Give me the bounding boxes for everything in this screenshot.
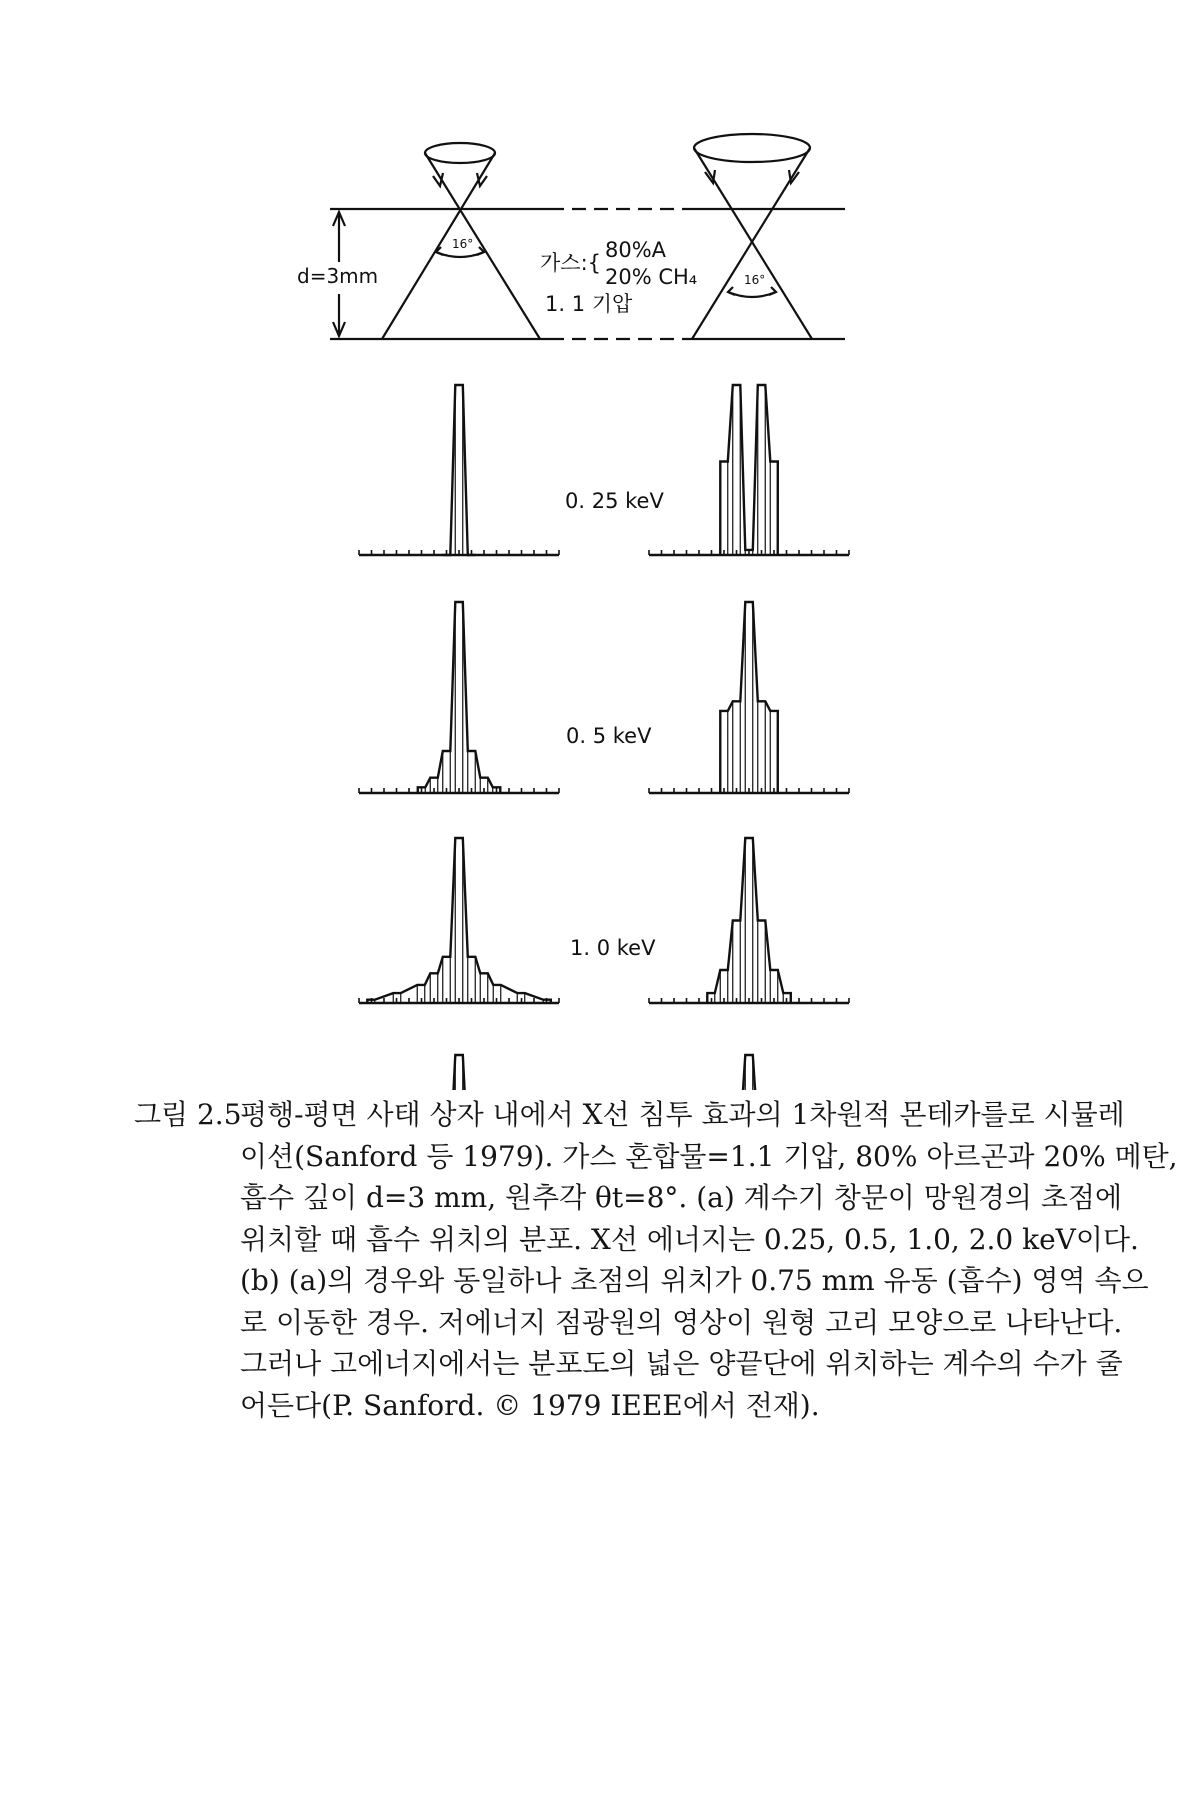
histogram-bar (745, 602, 753, 793)
histogram-bar (745, 1055, 753, 1090)
histogram-bar (455, 602, 463, 793)
pressure-label: 1. 1 기압 (545, 292, 633, 316)
histogram-bar (733, 701, 741, 793)
cone-b-angle-arrow-r (769, 287, 776, 295)
caption-line: 흡수 깊이 d=3 mm, 원추각 θt=8°. (a) 계수기 창문이 망원경의 초점에 (240, 1181, 1122, 1214)
histogram-bar (443, 957, 451, 1003)
histogram-bar (455, 385, 463, 555)
gas-line2: 20% CH₄ (605, 265, 698, 289)
histogram-outline (367, 1055, 551, 1090)
caption-line: 평행-평면 사태 상자 내에서 X선 침투 효과의 1차원적 몬테카를로 시뮬레 (240, 1098, 1125, 1131)
gas-line1: 80%A (605, 238, 667, 262)
histogram-outline (367, 838, 551, 1003)
histogram-bar (758, 701, 766, 793)
histogram-bar (733, 385, 741, 555)
caption-label: 그림 2.5 (134, 1098, 242, 1131)
histogram-bar (443, 751, 451, 793)
histogram-outline (443, 385, 476, 555)
histogram-bar (758, 921, 766, 1004)
caption-line: 위치할 때 흡수 위치의 분포. X선 에너지는 0.25, 0.5, 1.0, 2.0 keV이다. (240, 1222, 1139, 1256)
cone-a-aperture (425, 143, 495, 163)
caption-body (240, 1094, 1178, 1426)
energy-label-1: 0. 25 keV (565, 489, 664, 513)
caption-line: 로 이동한 경우. 저에너지 점광원의 영상이 원형 고리 모양으로 나타난다. (240, 1305, 1123, 1339)
caption-line: 이션(Sanford 등 1979). 가스 혼합물=1.1 기압, 80% 아르곤과 20% 메탄, (240, 1139, 1178, 1173)
caption-line: 그러나 고에너지에서는 분포도의 넓은 양끝단에 위치하는 계수의 수가 줄 (240, 1347, 1123, 1380)
histogram-bar (455, 838, 463, 1003)
energy-label-3: 1. 0 keV (570, 936, 656, 960)
histogram-outline (418, 602, 501, 793)
angle-label-a: 16° (452, 237, 474, 251)
cone-b-aperture (694, 134, 810, 162)
histogram-bar (455, 1055, 463, 1090)
depth-label: d=3mm (297, 264, 379, 288)
histogram-outline (720, 602, 778, 793)
histogram-outline (720, 385, 778, 555)
histogram-bar (745, 838, 753, 1003)
energy-label-2: 0. 5 keV (566, 724, 652, 748)
angle-label-b: 16° (744, 273, 766, 287)
histogram-bar (758, 385, 766, 555)
caption-line: 어든다(P. Sanford. © 1979 IEEE에서 전재). (240, 1388, 820, 1422)
histogram-bar (468, 751, 476, 793)
caption-line: (b) (a)의 경우와 동일하나 초점의 위치가 0.75 mm 유동 (흡수) 영역 속으 (240, 1264, 1149, 1297)
histogram-bar (733, 921, 741, 1004)
cone-b-angle-arrow-l (728, 287, 735, 295)
histogram-outline (683, 1055, 815, 1090)
histogram-bar (468, 957, 476, 1003)
gas-prefix: 가스:{ (540, 251, 602, 275)
